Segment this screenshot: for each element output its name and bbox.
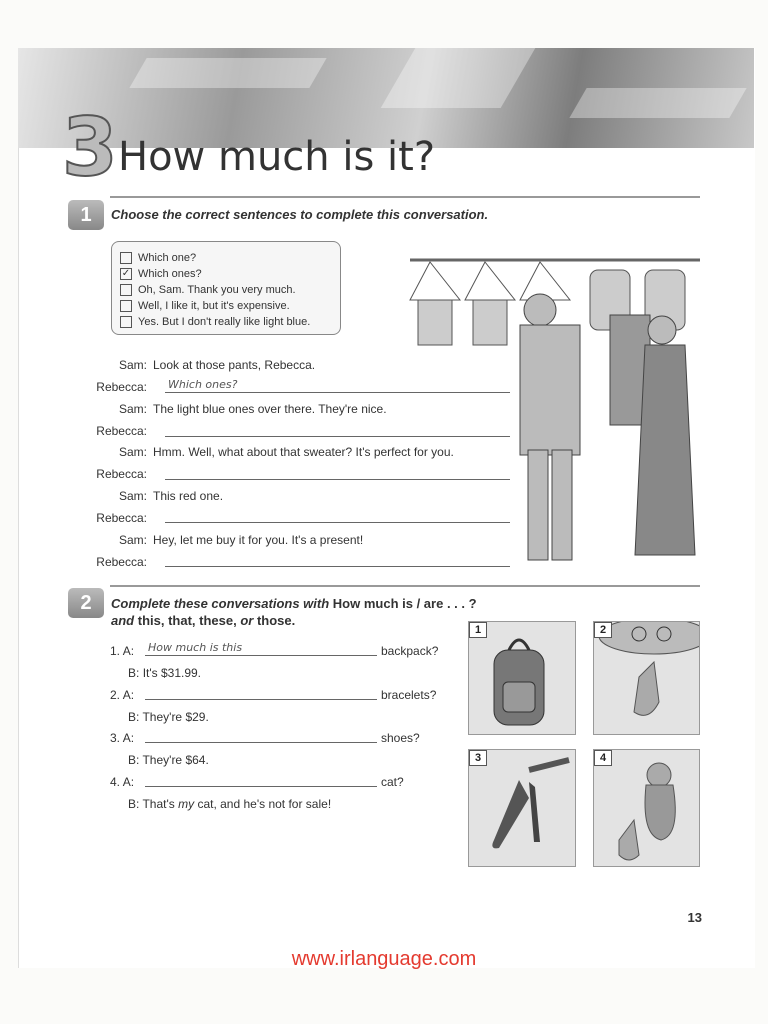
section-2-rule <box>110 585 700 587</box>
checkbox[interactable] <box>120 316 132 328</box>
shopping-illustration <box>400 240 710 575</box>
item-2-question: 2. A: <box>110 688 135 702</box>
answer-line[interactable] <box>165 436 510 437</box>
section-2-badge: 2 <box>68 588 104 618</box>
answer-line[interactable] <box>145 699 377 700</box>
section-2-instruction-line-1: Complete these conversations with How much is / are . . . ? <box>111 596 477 611</box>
item-3-question: 3. A: <box>110 731 135 745</box>
dialogue-line-10: Rebecca: <box>96 555 147 569</box>
answer-line[interactable] <box>165 522 510 523</box>
option-1[interactable]: Which one? <box>120 250 332 266</box>
dialogue-line-5: Sam: Hmm. Well, what about that sweater? It's perfect for you. <box>118 445 454 459</box>
item-2-reply: B: They're $29. <box>128 710 209 724</box>
option-4[interactable]: Well, I like it, but it's expensive. <box>120 298 332 314</box>
item-1-question: 1. A: <box>110 644 135 658</box>
handwritten-answer: How much is this <box>148 641 243 654</box>
item-3-reply: B: They're $64. <box>128 753 209 767</box>
dialogue-line-6: Rebecca: <box>96 467 147 481</box>
checkbox[interactable] <box>120 252 132 264</box>
dialogue-line-3: Sam: The light blue ones over there. They're nice. <box>118 402 387 416</box>
option-3[interactable]: Oh, Sam. Thank you very much. <box>120 282 332 298</box>
checkbox[interactable] <box>120 300 132 312</box>
section-1-badge: 1 <box>68 200 104 230</box>
option-2[interactable]: ✓ Which ones? <box>121 268 202 280</box>
options-box <box>111 241 341 335</box>
answer-line[interactable] <box>145 742 377 743</box>
item-1-reply: B: It's $31.99. <box>128 666 202 680</box>
photo-bracelets: 2 <box>593 621 700 735</box>
item-4-reply: B: That's my cat, and he's not for sale! <box>128 797 332 811</box>
title-rule <box>110 196 700 198</box>
photo-backpack: 1 <box>468 621 576 735</box>
answer-line[interactable] <box>165 479 510 480</box>
section-2-instruction-line-2: and this, that, these, or those. <box>111 613 296 628</box>
page-title: How much is it? <box>118 134 436 180</box>
dialogue-line-9: Sam: Hey, let me buy it for you. It's a present! <box>118 533 364 547</box>
header-banner <box>18 48 754 148</box>
checkbox[interactable] <box>120 284 132 296</box>
checkbox-checked[interactable]: ✓ <box>121 268 131 279</box>
option-5[interactable]: Yes. But I don't really like light blue. <box>120 314 332 330</box>
chapter-number: 3 <box>62 101 118 194</box>
photo-shoes: 3 <box>468 749 576 867</box>
dialogue-line-1: Sam: Look at those pants, Rebecca. <box>118 358 316 372</box>
item-4-question: 4. A: <box>110 775 135 789</box>
answer-line[interactable] <box>165 392 510 393</box>
dialogue-line-8: Rebecca: <box>96 511 147 525</box>
item-3-noun: shoes? <box>381 731 420 745</box>
dialogue-line-7: Sam: This red one. <box>118 489 224 503</box>
handwritten-answer: Which ones? <box>168 378 238 391</box>
page-number: 13 <box>687 910 702 925</box>
section-1-instruction: Choose the correct sentences to complete this conversation. <box>111 207 489 222</box>
dialogue-line-2: Rebecca: <box>96 380 147 394</box>
item-2-noun: bracelets? <box>381 688 437 702</box>
item-1-noun: backpack? <box>381 644 439 658</box>
item-4-noun: cat? <box>381 775 404 789</box>
photo-cat: 4 <box>593 749 700 867</box>
website-link[interactable]: www.irlanguage.com <box>291 948 477 970</box>
answer-line[interactable] <box>145 655 377 656</box>
dialogue-line-4: Rebecca: <box>96 424 147 438</box>
answer-line[interactable] <box>145 786 377 787</box>
answer-line[interactable] <box>165 566 510 567</box>
